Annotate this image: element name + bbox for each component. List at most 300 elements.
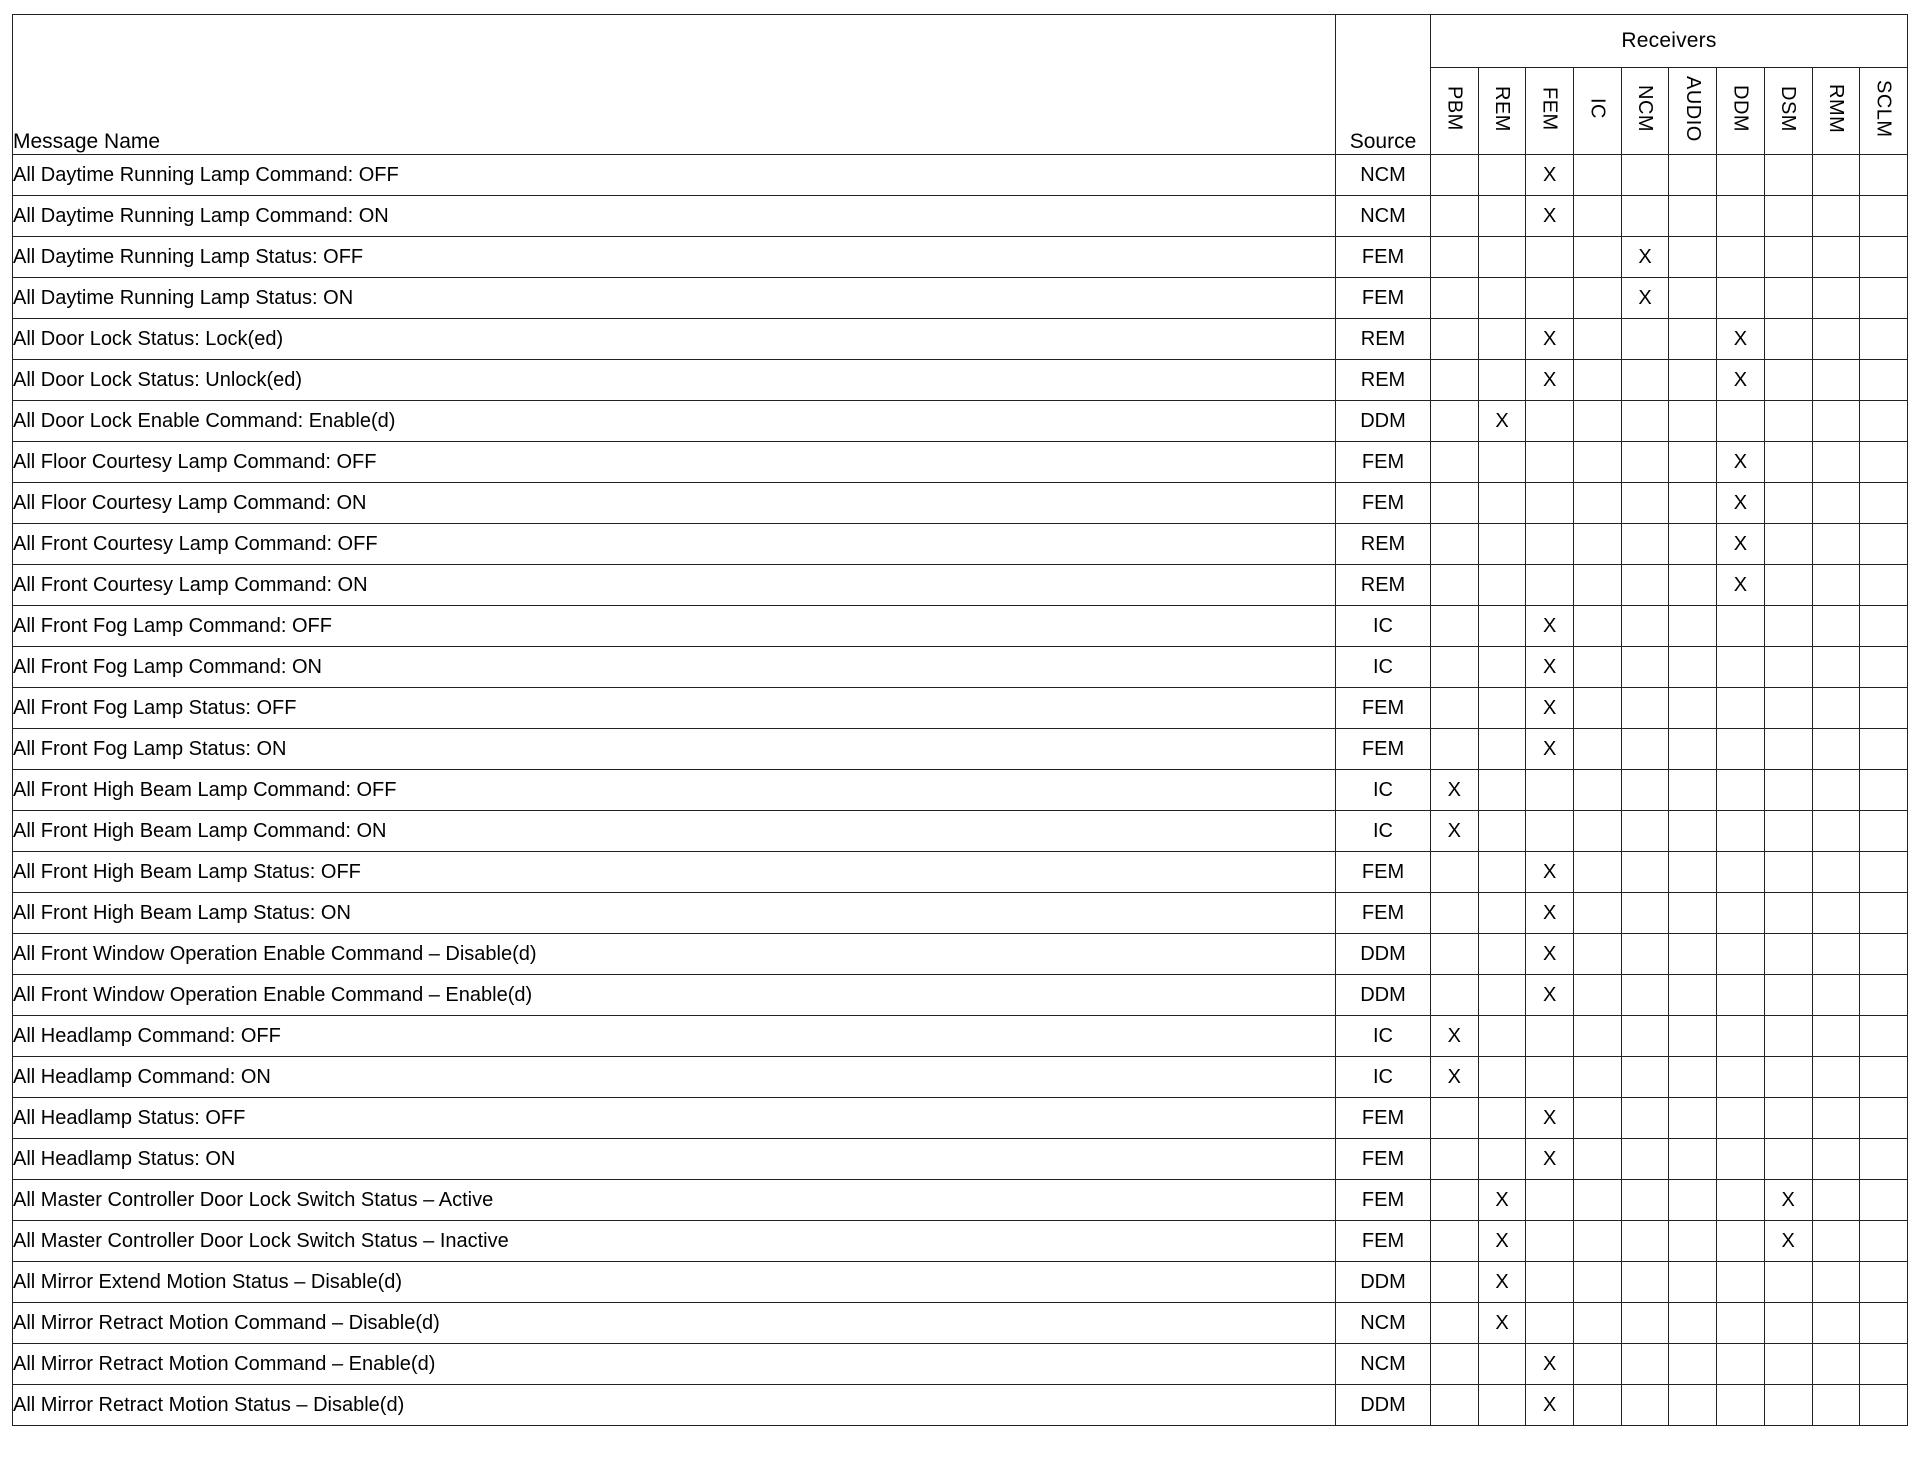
- message-name-cell: All Front Window Operation Enable Command – Disable(d): [13, 934, 1336, 975]
- table-row: [13, 442, 1908, 483]
- receiver-cell-ncm: [1621, 1139, 1669, 1180]
- receiver-cell-rem: [1478, 688, 1526, 729]
- message-name-cell: All Front High Beam Lamp Command: ON: [13, 811, 1336, 852]
- receiver-cell-pbm: X: [1431, 811, 1479, 852]
- receiver-cell-sclm: [1860, 647, 1908, 688]
- receiver-cell-ic: [1574, 401, 1622, 442]
- receiver-cell-pbm: [1431, 934, 1479, 975]
- receiver-cell-ic: [1574, 811, 1622, 852]
- receiver-cell-dsm: [1764, 1139, 1812, 1180]
- receiver-cell-sclm: [1860, 1098, 1908, 1139]
- receiver-cell-sclm: [1860, 1385, 1908, 1426]
- receiver-cell-dsm: [1764, 893, 1812, 934]
- receiver-cell-sclm: [1860, 483, 1908, 524]
- receiver-cell-rmm: [1812, 1057, 1860, 1098]
- receiver-cell-rmm: [1812, 1221, 1860, 1262]
- source-cell: DDM: [1336, 934, 1431, 975]
- receiver-cell-ic: [1574, 565, 1622, 606]
- receiver-cell-ic: [1574, 647, 1622, 688]
- module-label: DDM: [1729, 84, 1752, 133]
- receiver-cell-fem: [1526, 278, 1574, 319]
- header-source: Source: [1336, 15, 1431, 155]
- receiver-cell-rmm: [1812, 1344, 1860, 1385]
- receiver-cell-rmm: [1812, 893, 1860, 934]
- receiver-cell-dsm: [1764, 524, 1812, 565]
- message-table: [12, 14, 1908, 1426]
- receiver-cell-sclm: [1860, 565, 1908, 606]
- table-row: [13, 360, 1908, 401]
- receiver-cell-sclm: [1860, 770, 1908, 811]
- receiver-cell-pbm: [1431, 1385, 1479, 1426]
- source-cell: FEM: [1336, 893, 1431, 934]
- receiver-cell-rem: [1478, 483, 1526, 524]
- receiver-cell-dsm: [1764, 278, 1812, 319]
- receiver-cell-audio: [1669, 934, 1717, 975]
- receiver-cell-sclm: [1860, 1303, 1908, 1344]
- receiver-cell-pbm: [1431, 237, 1479, 278]
- receiver-cell-ddm: X: [1717, 483, 1765, 524]
- receiver-cell-fem: X: [1526, 606, 1574, 647]
- receiver-cell-sclm: [1860, 606, 1908, 647]
- module-label: DSM: [1777, 85, 1800, 132]
- receiver-cell-ncm: [1621, 893, 1669, 934]
- receiver-cell-audio: [1669, 811, 1717, 852]
- message-name-cell: All Floor Courtesy Lamp Command: ON: [13, 483, 1336, 524]
- receiver-cell-fem: X: [1526, 1139, 1574, 1180]
- receiver-cell-sclm: [1860, 688, 1908, 729]
- receiver-cell-pbm: [1431, 565, 1479, 606]
- header-module-ic: [1574, 68, 1622, 155]
- source-cell: FEM: [1336, 852, 1431, 893]
- receiver-cell-fem: X: [1526, 1344, 1574, 1385]
- receiver-cell-ncm: [1621, 196, 1669, 237]
- receiver-cell-fem: X: [1526, 196, 1574, 237]
- receiver-cell-pbm: [1431, 360, 1479, 401]
- receiver-cell-dsm: [1764, 1344, 1812, 1385]
- receiver-cell-pbm: [1431, 319, 1479, 360]
- module-label: RMM: [1824, 83, 1847, 134]
- table-row: [13, 688, 1908, 729]
- receiver-cell-rmm: [1812, 278, 1860, 319]
- receiver-cell-rmm: [1812, 1139, 1860, 1180]
- receiver-cell-audio: [1669, 606, 1717, 647]
- module-label: REM: [1491, 85, 1514, 132]
- receiver-cell-audio: [1669, 1344, 1717, 1385]
- receiver-cell-fem: [1526, 565, 1574, 606]
- receiver-cell-rmm: [1812, 237, 1860, 278]
- receiver-cell-ic: [1574, 606, 1622, 647]
- table-row: [13, 1303, 1908, 1344]
- receiver-cell-rem: X: [1478, 1262, 1526, 1303]
- table-row: [13, 729, 1908, 770]
- message-name-cell: All Door Lock Enable Command: Enable(d): [13, 401, 1336, 442]
- receiver-cell-pbm: [1431, 688, 1479, 729]
- receiver-cell-rem: [1478, 852, 1526, 893]
- receiver-cell-audio: [1669, 524, 1717, 565]
- receiver-cell-ic: [1574, 688, 1622, 729]
- source-cell: FEM: [1336, 442, 1431, 483]
- table-row: [13, 606, 1908, 647]
- receiver-cell-audio: [1669, 483, 1717, 524]
- receiver-cell-fem: X: [1526, 975, 1574, 1016]
- receiver-cell-sclm: [1860, 1016, 1908, 1057]
- receiver-cell-rmm: [1812, 565, 1860, 606]
- receiver-cell-pbm: X: [1431, 1016, 1479, 1057]
- receiver-cell-ic: [1574, 852, 1622, 893]
- receiver-cell-ddm: X: [1717, 524, 1765, 565]
- receiver-cell-audio: [1669, 278, 1717, 319]
- receiver-cell-fem: X: [1526, 688, 1574, 729]
- receiver-cell-ncm: [1621, 770, 1669, 811]
- receiver-cell-pbm: [1431, 1262, 1479, 1303]
- message-name-cell: All Master Controller Door Lock Switch Status – Inactive: [13, 1221, 1336, 1262]
- source-cell: FEM: [1336, 278, 1431, 319]
- receiver-cell-fem: X: [1526, 647, 1574, 688]
- source-cell: FEM: [1336, 237, 1431, 278]
- receiver-cell-sclm: [1860, 319, 1908, 360]
- receiver-cell-ddm: [1717, 934, 1765, 975]
- receiver-cell-rem: [1478, 729, 1526, 770]
- source-cell: NCM: [1336, 155, 1431, 196]
- receiver-cell-fem: X: [1526, 319, 1574, 360]
- receiver-cell-ddm: [1717, 1385, 1765, 1426]
- source-cell: REM: [1336, 565, 1431, 606]
- receiver-cell-dsm: [1764, 1262, 1812, 1303]
- table-row: [13, 565, 1908, 606]
- receiver-cell-sclm: [1860, 237, 1908, 278]
- source-cell: DDM: [1336, 1385, 1431, 1426]
- receiver-cell-ddm: X: [1717, 319, 1765, 360]
- receiver-cell-pbm: [1431, 1098, 1479, 1139]
- table-row: [13, 934, 1908, 975]
- receiver-cell-rmm: [1812, 319, 1860, 360]
- receiver-cell-ddm: [1717, 155, 1765, 196]
- table-row: [13, 1385, 1908, 1426]
- header-module-pbm: [1431, 68, 1479, 155]
- receiver-cell-rmm: [1812, 606, 1860, 647]
- table-row: [13, 319, 1908, 360]
- source-cell: IC: [1336, 811, 1431, 852]
- receiver-cell-audio: [1669, 852, 1717, 893]
- receiver-cell-fem: X: [1526, 1098, 1574, 1139]
- receiver-cell-rem: [1478, 196, 1526, 237]
- receiver-cell-rmm: [1812, 1098, 1860, 1139]
- receiver-cell-ddm: [1717, 1303, 1765, 1344]
- receiver-cell-rmm: [1812, 483, 1860, 524]
- receiver-cell-rmm: [1812, 770, 1860, 811]
- receiver-cell-sclm: [1860, 811, 1908, 852]
- message-name-cell: All Headlamp Command: OFF: [13, 1016, 1336, 1057]
- receiver-cell-rem: [1478, 770, 1526, 811]
- table-row: [13, 1057, 1908, 1098]
- receiver-cell-dsm: [1764, 688, 1812, 729]
- receiver-cell-ncm: [1621, 934, 1669, 975]
- table-row: [13, 770, 1908, 811]
- receiver-cell-rem: [1478, 1344, 1526, 1385]
- receiver-cell-ncm: [1621, 975, 1669, 1016]
- receiver-cell-fem: [1526, 524, 1574, 565]
- receiver-cell-ic: [1574, 1221, 1622, 1262]
- message-name-cell: All Headlamp Command: ON: [13, 1057, 1336, 1098]
- receiver-cell-ddm: [1717, 237, 1765, 278]
- receiver-cell-ddm: X: [1717, 360, 1765, 401]
- receiver-cell-fem: [1526, 237, 1574, 278]
- receiver-cell-rmm: [1812, 360, 1860, 401]
- receiver-cell-dsm: [1764, 852, 1812, 893]
- message-name-cell: All Mirror Retract Motion Command – Enable(d): [13, 1344, 1336, 1385]
- table-row: [13, 852, 1908, 893]
- receiver-cell-dsm: [1764, 401, 1812, 442]
- source-cell: FEM: [1336, 1180, 1431, 1221]
- receiver-cell-ncm: [1621, 1016, 1669, 1057]
- receiver-cell-ic: [1574, 1098, 1622, 1139]
- receiver-cell-audio: [1669, 1221, 1717, 1262]
- receiver-cell-ddm: [1717, 1016, 1765, 1057]
- receiver-cell-pbm: [1431, 483, 1479, 524]
- receiver-cell-ddm: [1717, 1221, 1765, 1262]
- receiver-cell-ncm: [1621, 1057, 1669, 1098]
- source-cell: FEM: [1336, 1098, 1431, 1139]
- receiver-cell-rem: [1478, 893, 1526, 934]
- receiver-cell-ncm: [1621, 1221, 1669, 1262]
- receiver-cell-rem: X: [1478, 1303, 1526, 1344]
- message-name-cell: All Front High Beam Lamp Command: OFF: [13, 770, 1336, 811]
- receiver-cell-ncm: [1621, 442, 1669, 483]
- receiver-cell-dsm: [1764, 647, 1812, 688]
- receiver-cell-ncm: [1621, 729, 1669, 770]
- header-receivers: Receivers: [1431, 15, 1908, 68]
- receiver-cell-audio: [1669, 401, 1717, 442]
- receiver-cell-ncm: [1621, 647, 1669, 688]
- message-name-cell: All Floor Courtesy Lamp Command: OFF: [13, 442, 1336, 483]
- receiver-cell-sclm: [1860, 401, 1908, 442]
- receiver-cell-rmm: [1812, 811, 1860, 852]
- module-label: PBM: [1443, 86, 1466, 131]
- receiver-cell-ncm: [1621, 524, 1669, 565]
- module-label: NCM: [1634, 84, 1657, 133]
- receiver-cell-ic: [1574, 1262, 1622, 1303]
- table-row: [13, 278, 1908, 319]
- table-row: [13, 893, 1908, 934]
- receiver-cell-rem: [1478, 1385, 1526, 1426]
- message-name-cell: All Front Fog Lamp Status: OFF: [13, 688, 1336, 729]
- receiver-cell-ic: [1574, 319, 1622, 360]
- receiver-cell-fem: [1526, 811, 1574, 852]
- receiver-cell-rmm: [1812, 155, 1860, 196]
- receiver-cell-rem: X: [1478, 1221, 1526, 1262]
- receiver-cell-audio: [1669, 319, 1717, 360]
- receiver-cell-fem: X: [1526, 852, 1574, 893]
- receiver-cell-pbm: [1431, 1180, 1479, 1221]
- receiver-cell-pbm: X: [1431, 770, 1479, 811]
- receiver-cell-pbm: [1431, 1344, 1479, 1385]
- receiver-cell-ic: [1574, 524, 1622, 565]
- receiver-cell-audio: [1669, 1385, 1717, 1426]
- receiver-cell-sclm: [1860, 1344, 1908, 1385]
- receiver-cell-rem: [1478, 975, 1526, 1016]
- message-name-cell: All Master Controller Door Lock Switch Status – Active: [13, 1180, 1336, 1221]
- receiver-cell-rem: [1478, 524, 1526, 565]
- receiver-cell-ddm: [1717, 1180, 1765, 1221]
- receiver-cell-dsm: [1764, 565, 1812, 606]
- receiver-cell-dsm: [1764, 196, 1812, 237]
- message-name-cell: All Front Fog Lamp Command: OFF: [13, 606, 1336, 647]
- source-cell: IC: [1336, 770, 1431, 811]
- receiver-cell-dsm: [1764, 155, 1812, 196]
- receiver-cell-rem: [1478, 1098, 1526, 1139]
- receiver-cell-rem: [1478, 237, 1526, 278]
- receiver-cell-ddm: [1717, 811, 1765, 852]
- receiver-cell-fem: [1526, 1016, 1574, 1057]
- table-row: [13, 155, 1908, 196]
- receiver-cell-audio: [1669, 893, 1717, 934]
- module-label: AUDIO: [1681, 75, 1704, 142]
- receiver-cell-audio: [1669, 1016, 1717, 1057]
- receiver-cell-ddm: [1717, 770, 1765, 811]
- source-cell: NCM: [1336, 1303, 1431, 1344]
- receiver-cell-rem: [1478, 606, 1526, 647]
- receiver-cell-ic: [1574, 278, 1622, 319]
- receiver-cell-rmm: [1812, 852, 1860, 893]
- receiver-cell-sclm: [1860, 1262, 1908, 1303]
- receiver-cell-rem: [1478, 319, 1526, 360]
- receiver-cell-ncm: [1621, 811, 1669, 852]
- message-name-cell: All Door Lock Status: Lock(ed): [13, 319, 1336, 360]
- source-cell: REM: [1336, 360, 1431, 401]
- receiver-cell-ddm: [1717, 688, 1765, 729]
- receiver-cell-ncm: [1621, 1344, 1669, 1385]
- receiver-cell-pbm: [1431, 1139, 1479, 1180]
- receiver-cell-dsm: [1764, 1016, 1812, 1057]
- source-cell: IC: [1336, 1057, 1431, 1098]
- receiver-cell-pbm: [1431, 442, 1479, 483]
- receiver-cell-dsm: [1764, 1098, 1812, 1139]
- receiver-cell-pbm: [1431, 1221, 1479, 1262]
- table-row: [13, 1098, 1908, 1139]
- receiver-cell-ic: [1574, 1180, 1622, 1221]
- receiver-cell-fem: [1526, 1262, 1574, 1303]
- receiver-cell-dsm: [1764, 1385, 1812, 1426]
- message-name-cell: All Daytime Running Lamp Command: OFF: [13, 155, 1336, 196]
- receiver-cell-ddm: [1717, 893, 1765, 934]
- source-cell: FEM: [1336, 483, 1431, 524]
- receiver-cell-fem: [1526, 442, 1574, 483]
- receiver-cell-audio: [1669, 565, 1717, 606]
- receiver-cell-sclm: [1860, 196, 1908, 237]
- receiver-cell-audio: [1669, 1262, 1717, 1303]
- receiver-cell-ddm: [1717, 1262, 1765, 1303]
- table-row: [13, 1139, 1908, 1180]
- receiver-cell-audio: [1669, 442, 1717, 483]
- receiver-cell-ddm: [1717, 975, 1765, 1016]
- receiver-cell-ic: [1574, 770, 1622, 811]
- receiver-cell-ncm: [1621, 401, 1669, 442]
- receiver-cell-fem: [1526, 483, 1574, 524]
- receiver-cell-rem: [1478, 278, 1526, 319]
- receiver-cell-dsm: X: [1764, 1180, 1812, 1221]
- receiver-cell-ncm: [1621, 1262, 1669, 1303]
- receiver-cell-fem: X: [1526, 1385, 1574, 1426]
- receiver-cell-ic: [1574, 237, 1622, 278]
- receiver-cell-ic: [1574, 155, 1622, 196]
- receiver-cell-audio: [1669, 1098, 1717, 1139]
- table-row: [13, 237, 1908, 278]
- receiver-cell-pbm: [1431, 647, 1479, 688]
- receiver-cell-rem: X: [1478, 1180, 1526, 1221]
- receiver-cell-sclm: [1860, 975, 1908, 1016]
- receiver-cell-rem: [1478, 1057, 1526, 1098]
- table-row: [13, 1221, 1908, 1262]
- receiver-cell-ncm: [1621, 565, 1669, 606]
- receiver-cell-ddm: X: [1717, 565, 1765, 606]
- receiver-cell-pbm: [1431, 729, 1479, 770]
- receiver-cell-fem: [1526, 1303, 1574, 1344]
- receiver-cell-ncm: [1621, 360, 1669, 401]
- receiver-cell-ddm: [1717, 196, 1765, 237]
- header-module-ddm: [1717, 68, 1765, 155]
- receiver-cell-rmm: [1812, 196, 1860, 237]
- receiver-cell-dsm: X: [1764, 1221, 1812, 1262]
- receiver-cell-pbm: [1431, 524, 1479, 565]
- receiver-cell-ddm: [1717, 1057, 1765, 1098]
- receiver-cell-pbm: [1431, 975, 1479, 1016]
- receiver-cell-ncm: [1621, 155, 1669, 196]
- source-cell: FEM: [1336, 1221, 1431, 1262]
- table-row: [13, 1262, 1908, 1303]
- source-cell: REM: [1336, 524, 1431, 565]
- table-row: [13, 1180, 1908, 1221]
- receiver-cell-sclm: [1860, 1057, 1908, 1098]
- source-cell: NCM: [1336, 1344, 1431, 1385]
- receiver-cell-sclm: [1860, 442, 1908, 483]
- table-row: [13, 811, 1908, 852]
- source-cell: IC: [1336, 606, 1431, 647]
- table-row: [13, 975, 1908, 1016]
- message-name-cell: All Daytime Running Lamp Status: OFF: [13, 237, 1336, 278]
- source-cell: DDM: [1336, 401, 1431, 442]
- receiver-cell-fem: X: [1526, 360, 1574, 401]
- receiver-cell-ncm: X: [1621, 278, 1669, 319]
- receiver-cell-audio: [1669, 1139, 1717, 1180]
- receiver-cell-rem: [1478, 1016, 1526, 1057]
- source-cell: IC: [1336, 1016, 1431, 1057]
- message-name-cell: All Mirror Retract Motion Status – Disable(d): [13, 1385, 1336, 1426]
- receiver-cell-ic: [1574, 975, 1622, 1016]
- receiver-cell-audio: [1669, 770, 1717, 811]
- message-name-cell: All Front High Beam Lamp Status: OFF: [13, 852, 1336, 893]
- receiver-cell-rem: [1478, 360, 1526, 401]
- receiver-cell-ncm: [1621, 1385, 1669, 1426]
- receiver-cell-dsm: [1764, 975, 1812, 1016]
- message-name-cell: All Mirror Retract Motion Command – Disable(d): [13, 1303, 1336, 1344]
- receiver-cell-rem: [1478, 811, 1526, 852]
- receiver-cell-ic: [1574, 1016, 1622, 1057]
- receiver-cell-rmm: [1812, 1303, 1860, 1344]
- receiver-cell-sclm: [1860, 1139, 1908, 1180]
- receiver-cell-fem: X: [1526, 934, 1574, 975]
- receiver-cell-rmm: [1812, 934, 1860, 975]
- table-row: [13, 1344, 1908, 1385]
- receiver-cell-sclm: [1860, 360, 1908, 401]
- source-cell: REM: [1336, 319, 1431, 360]
- receiver-cell-ic: [1574, 483, 1622, 524]
- header-module-rmm: [1812, 68, 1860, 155]
- receiver-cell-pbm: [1431, 606, 1479, 647]
- receiver-cell-fem: [1526, 401, 1574, 442]
- source-cell: FEM: [1336, 729, 1431, 770]
- receiver-cell-rmm: [1812, 442, 1860, 483]
- source-cell: FEM: [1336, 688, 1431, 729]
